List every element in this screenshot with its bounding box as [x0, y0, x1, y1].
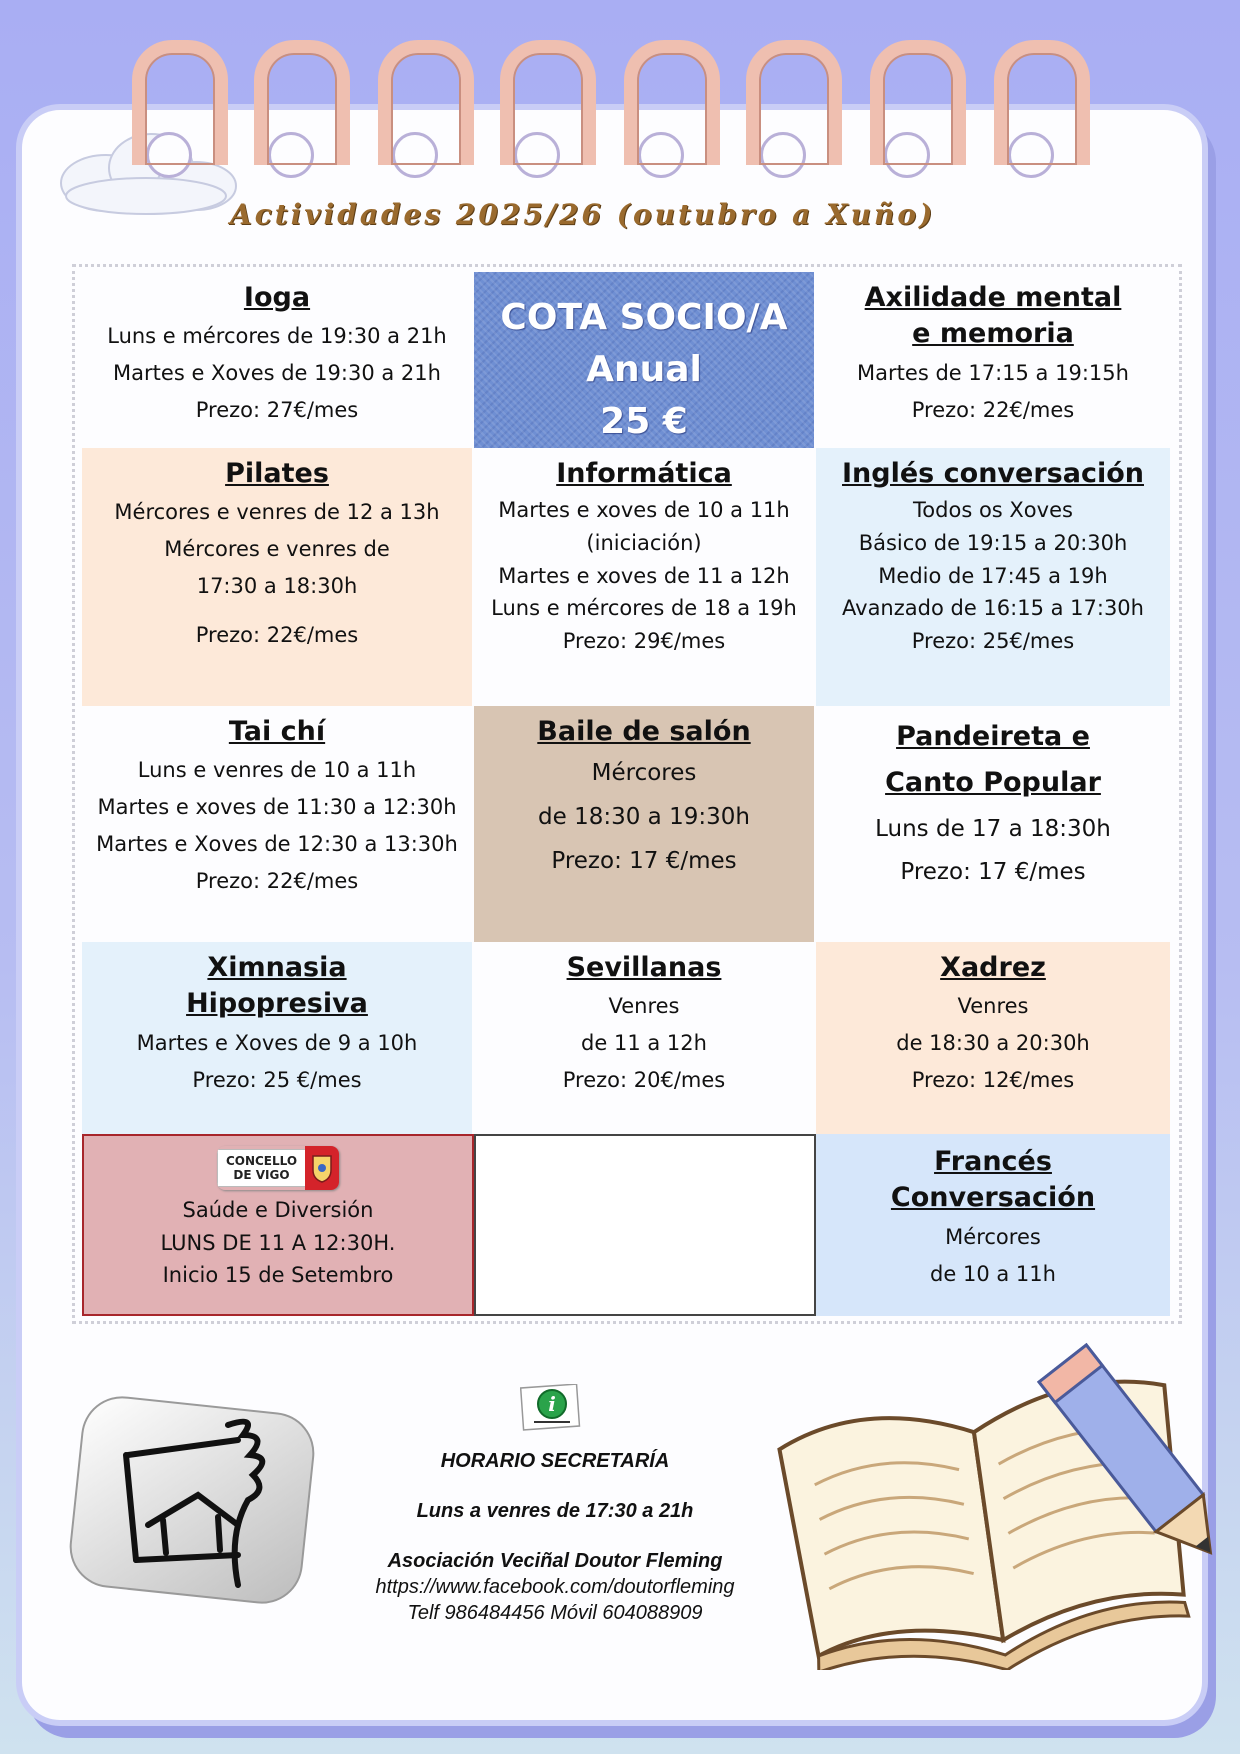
office-hours-title: HORARIO SECRETARÍA	[440, 1450, 670, 1472]
open-book-pencil-icon	[760, 1310, 1230, 1670]
price: Prezo: 29€/mes	[562, 628, 726, 653]
price: Prezo: 20€/mes	[562, 1067, 726, 1092]
price: Prezo: 25€/mes	[911, 628, 1075, 653]
price: Prezo: 22€/mes	[195, 868, 359, 893]
schedule-line: Martes e Xoves de 9 a 10h	[136, 1030, 418, 1055]
phone-numbers: Telf 986484456 Móvil 604088909	[407, 1602, 703, 1624]
schedule-line: Mércores e venres de 12 a 13h	[114, 500, 440, 525]
activity-title: Xadrez	[940, 952, 1046, 983]
activity-title: Informática	[556, 458, 732, 489]
schedule-line: Básico de 19:15 a 20:30h	[858, 530, 1128, 555]
office-hours: Luns a venres de 17:30 a 21h	[416, 1500, 694, 1522]
price: Prezo: 12€/mes	[911, 1067, 1075, 1092]
activity-title: Pilates	[225, 458, 329, 489]
activity-saude	[82, 1134, 474, 1316]
activity-title: Francés Conversación	[890, 1146, 1096, 1214]
schedule-line: Martes e xoves de 11 a 12h	[498, 563, 790, 588]
activity-title: Ioga	[243, 282, 311, 313]
schedule-line: Mércores	[591, 760, 697, 787]
price: Prezo: 17 €/mes	[551, 847, 737, 874]
price: Prezo: 22€/mes	[195, 622, 359, 647]
schedule-line: Mércores e venres de	[164, 537, 390, 562]
schedule-line: de 10 a 11h	[930, 1261, 1056, 1286]
schedule-line: Martes e Xoves de 12:30 a 13:30h	[96, 831, 458, 856]
schedule-line: 17:30 a 18:30h	[196, 573, 358, 598]
schedule-line: Todos os Xoves	[913, 498, 1073, 523]
schedule-line: de 18:30 a 20:30h	[896, 1031, 1090, 1056]
activity-title: Axilidade mental e memoria	[864, 282, 1122, 350]
shield-icon	[305, 1146, 339, 1190]
schedule-line: Martes e Xoves de 19:30 a 21h	[113, 361, 441, 386]
activity-axilidade	[816, 272, 1170, 448]
facebook-link[interactable]: https://www.facebook.com/doutorfleming	[375, 1576, 735, 1598]
schedule-line: Medio de 17:45 a 19h	[878, 563, 1108, 588]
schedule-line: Mércores	[945, 1224, 1041, 1249]
schedule-line: Luns de 17 a 18:30h	[875, 815, 1111, 842]
activity-informatica	[474, 448, 814, 706]
schedule-line: Inicio 15 de Setembro	[162, 1263, 394, 1288]
activity-title: Baile de salón	[537, 716, 751, 747]
schedule-line: Venres	[608, 994, 680, 1019]
activity-ximnasia	[82, 942, 472, 1134]
schedule-line: Martes de 17:15 a 19:15h	[857, 360, 1129, 385]
schedule-line: Luns e mércores de 19:30 a 21h	[107, 324, 447, 349]
schedule-line: Avanzado de 16:15 a 17:30h	[842, 596, 1144, 621]
activity-pilates	[82, 448, 472, 706]
svg-text:i: i	[548, 1392, 556, 1416]
activity-sevillanas	[474, 942, 814, 1134]
schedule-line: Martes e xoves de 10 a 11h	[498, 498, 790, 523]
activity-taichi	[82, 706, 472, 942]
fee-label: COTA SOCIO/A	[500, 297, 788, 338]
activity-title: Ximnasia Hipopresiva	[186, 952, 368, 1020]
activity-title: Inglés conversación	[842, 458, 1144, 489]
info-icon	[520, 1384, 582, 1434]
fee-period: Anual	[586, 349, 702, 391]
schedule-line: de 11 a 12h	[581, 1031, 707, 1056]
membership-fee	[474, 272, 814, 448]
price: Prezo: 25 €/mes	[192, 1067, 362, 1092]
schedule-line: Luns e mércores de 18 a 19h	[491, 596, 797, 621]
schedule-line: Saúde e Diversión	[182, 1198, 374, 1222]
activity-xadrez	[816, 942, 1170, 1134]
schedule-line: de 18:30 a 19:30h	[538, 804, 750, 831]
activity-title: Pandeireta e Canto Popular	[885, 721, 1101, 798]
activity-frances	[816, 1134, 1170, 1316]
price: Prezo: 22€/mes	[911, 397, 1075, 422]
schedule-line: LUNS DE 11 A 12:30H.	[160, 1230, 396, 1255]
page-title: Actividades 2025/26 (outubro a Xuño)	[230, 198, 936, 231]
activity-ingles	[816, 448, 1170, 706]
activity-pandeireta	[816, 706, 1170, 942]
association-logo-icon	[68, 1395, 318, 1605]
concello-vigo-logo: CONCELLO DE VIGO	[217, 1146, 339, 1190]
activity-title: Sevillanas	[566, 952, 722, 983]
empty-cell	[474, 1134, 816, 1316]
price: Prezo: 27€/mes	[195, 397, 359, 422]
schedule-line: (iniciación)	[586, 530, 702, 555]
organization-name: Asociación Veciñal Doutor Fleming	[387, 1550, 723, 1572]
activity-title: Tai chí	[228, 716, 326, 747]
price: Prezo: 17 €/mes	[900, 859, 1086, 886]
activity-baile	[474, 706, 814, 942]
activity-ioga	[82, 272, 472, 448]
footer-info	[320, 1448, 790, 1626]
schedule-line: Martes e xoves de 11:30 a 12:30h	[97, 795, 457, 820]
fee-amount: 25 €	[600, 401, 688, 443]
schedule-line: Venres	[957, 994, 1029, 1019]
schedule-line: Luns e venres de 10 a 11h	[137, 758, 417, 783]
